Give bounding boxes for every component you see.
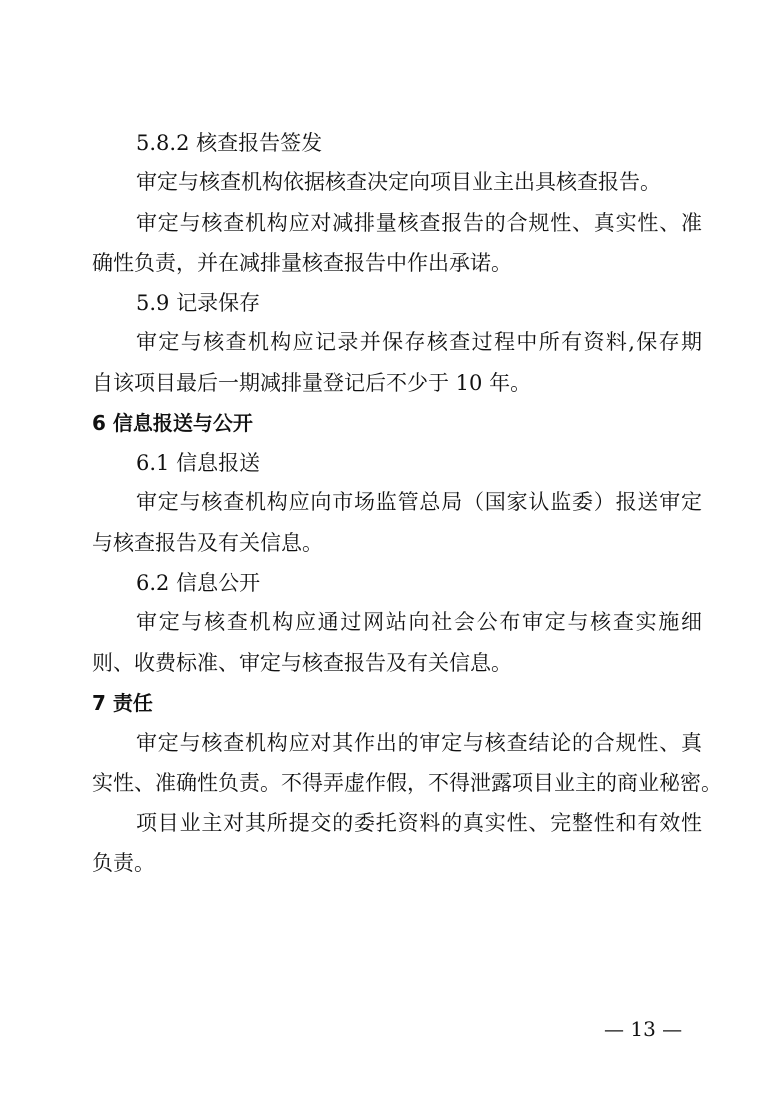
- section-5-9-paragraph-line-1: 审定与核查机构应记录并保存核查过程中所有资料,保存期: [136, 330, 702, 354]
- section-6-2-paragraph-line-2: 则、收费标准、审定与核查报告及有关信息。: [92, 651, 512, 675]
- section-5-8-2-paragraph-1: 审定与核查机构依据核查决定向项目业主出具核查报告。: [136, 170, 661, 194]
- section-5-8-2-paragraph-2-line-1: 审定与核查机构应对减排量核查报告的合规性、真实性、准: [136, 211, 702, 235]
- section-7-paragraph-1-line-2: 实性、准确性负责。不得弄虚作假，不得泄露项目业主的商业秘密。: [92, 771, 722, 795]
- section-5-9-title: 5.9 记录保存: [136, 291, 261, 315]
- section-6-heading: 6 信息报送与公开: [92, 411, 253, 435]
- section-6-2-paragraph-line-1: 审定与核查机构应通过网站向社会公布审定与核查实施细: [136, 610, 702, 634]
- section-7-paragraph-2-line-1: 项目业主对其所提交的委托资料的真实性、完整性和有效性: [136, 811, 702, 835]
- section-5-8-2-title: 5.8.2 核查报告签发: [136, 131, 323, 155]
- section-5-9-paragraph-line-2: 自该项目最后一期减排量登记后不少于 10 年。: [92, 371, 532, 395]
- section-5-8-2-paragraph-2-line-2: 确性负责，并在减排量核查报告中作出承诺。: [92, 251, 512, 275]
- section-6-1-title: 6.1 信息报送: [136, 451, 261, 475]
- section-6-1-paragraph-line-2: 与核查报告及有关信息。: [92, 531, 323, 555]
- section-7-paragraph-2-line-2: 负责。: [92, 851, 155, 875]
- section-6-1-paragraph-line-1: 审定与核查机构应向市场监管总局（国家认监委）报送审定: [136, 490, 702, 514]
- section-7-paragraph-1-line-1: 审定与核查机构应对其作出的审定与核查结论的合规性、真: [136, 731, 702, 755]
- page-number: — 13 —: [604, 1017, 683, 1041]
- section-6-2-title: 6.2 信息公开: [136, 571, 261, 595]
- section-7-heading: 7 责任: [92, 691, 153, 715]
